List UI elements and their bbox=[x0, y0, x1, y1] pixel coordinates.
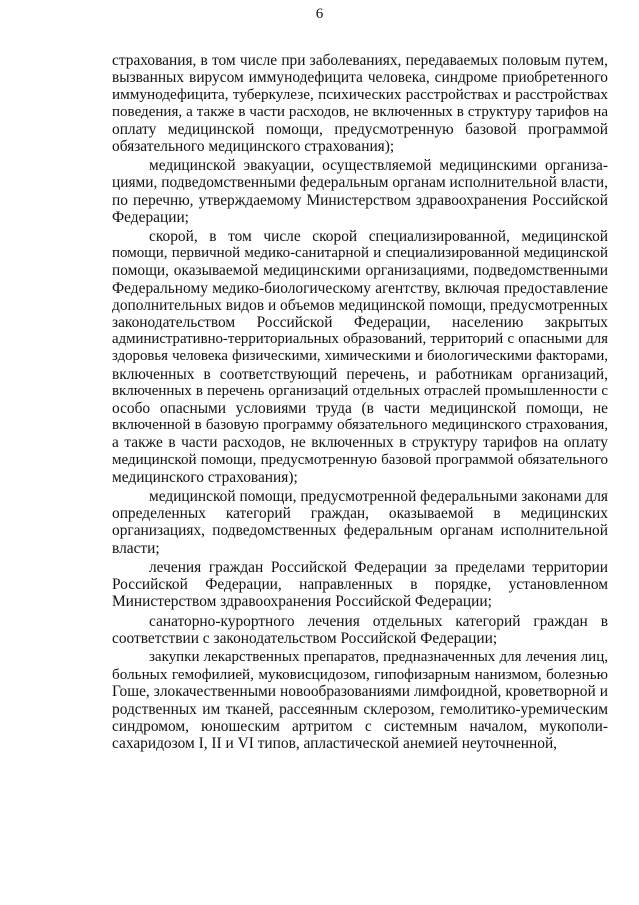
paragraph bbox=[112, 228, 608, 486]
text-line: Федеральному медико-биологическому агентству, включая предоставление bbox=[112, 279, 608, 297]
text-line: дополнительных видов и объемов медицинской помощи, предусмотренных bbox=[112, 296, 608, 314]
paragraph bbox=[112, 488, 608, 557]
paragraph bbox=[112, 559, 608, 611]
text-line: включенных в соответствующий перечень, и работникам организаций, bbox=[112, 365, 608, 383]
text-line: сахаридозом I, II и VI типов, апластической анемией неуточненной, bbox=[112, 734, 558, 752]
text-line: лечения граждан Российской Федерации за пределами территории bbox=[149, 558, 608, 576]
text-line: оплату медицинской помощи, предусмотренную базовой программой bbox=[112, 120, 608, 138]
text-line: циями, подведомственными федеральным органам исполнительной власти, bbox=[112, 174, 608, 192]
text-line: синдромом, юношеским артритом с системным началом, мукополи- bbox=[112, 717, 608, 735]
text-line: санаторно-курортного лечения отдельных категорий граждан в bbox=[149, 612, 608, 630]
text-line: вызванных вирусом иммунодефицита человека, синдроме приобретенного bbox=[112, 69, 608, 87]
text-line: скорой, в том числе скорой специализированной, медицинской bbox=[149, 228, 608, 246]
page-number: 6 bbox=[315, 6, 324, 22]
text-line: включенных в перечень организаций отдельных отраслей промышленности с bbox=[112, 382, 608, 399]
text-line: организациях, подведомственных федеральным органам исполнительной bbox=[112, 522, 608, 540]
text-line: а также в части расходов, не включенных в структуру тарифов на оплату bbox=[112, 434, 608, 452]
text-line: помощи, первичной медико-санитарной и специализированной медицинской bbox=[112, 245, 608, 262]
text-line: медицинской помощи, предусмотренной федеральными законами для bbox=[149, 488, 608, 506]
text-line: иммунодефицита, туберкулезе, психических расстройствах и расстройствах bbox=[112, 86, 608, 104]
text-line: страхования, в том числе при заболеваниях, передаваемых половым путем, bbox=[112, 52, 608, 69]
text-line: особо опасными условиями труда (в части медицинской помощи, не bbox=[112, 400, 608, 418]
text-line: по перечню, утверждаемому Министерством здравоохранения Российской bbox=[112, 191, 608, 209]
text-line: определенных категорий граждан, оказываемой в медицинских bbox=[112, 505, 608, 523]
text-line: Гоше, злокачественными новообразованиями лимфоидной, кроветворной и bbox=[112, 683, 608, 701]
text-line: родственных им тканей, рассеянным склерозом, гемолитико-уремическим bbox=[112, 700, 608, 718]
text-line: поведения, а также в части расходов, не включенных в структуру тарифов на bbox=[112, 103, 608, 120]
text-line: здоровья человека физическими, химическими и биологическими факторами, bbox=[112, 348, 608, 365]
text-line: законодательством Российской Федерации, населению закрытых bbox=[112, 314, 608, 332]
text-line: власти; bbox=[112, 539, 160, 557]
text-line: больных гемофилией, муковисцидозом, гипофизарным нанизмом, болезнью bbox=[112, 666, 608, 684]
text-line: включенной в базовую программу обязательного медицинского страхования, bbox=[112, 417, 608, 434]
text-line: Федерации; bbox=[112, 208, 189, 226]
paragraph bbox=[112, 52, 608, 155]
text-line: Российской Федерации, направленных в порядке, установленном bbox=[112, 576, 608, 594]
text-line: соответствии с законодательством Российской Федерации; bbox=[112, 629, 498, 647]
text-line: административно-территориальных образований, территорий с опасными для bbox=[112, 331, 608, 348]
text-line: обязательного медицинского страхования); bbox=[112, 138, 395, 156]
text-line: медицинской помощи, предусмотренную базовой программой обязательного bbox=[112, 451, 608, 468]
paragraph bbox=[112, 613, 608, 647]
paragraph bbox=[112, 649, 608, 752]
text-line: Министерством здравоохранения Российской Федерации; bbox=[112, 593, 492, 611]
text-line: медицинского страхования); bbox=[112, 468, 298, 486]
text-line: помощи, оказываемой медицинскими организациями, подведомственными bbox=[112, 262, 608, 280]
text-line: медицинской эвакуации, осуществляемой медицинскими организа- bbox=[149, 157, 608, 175]
text-line: закупки лекарственных препаратов, предназначенных для лечения лиц, bbox=[149, 648, 608, 665]
paragraph bbox=[112, 157, 608, 226]
body-text bbox=[112, 52, 608, 754]
